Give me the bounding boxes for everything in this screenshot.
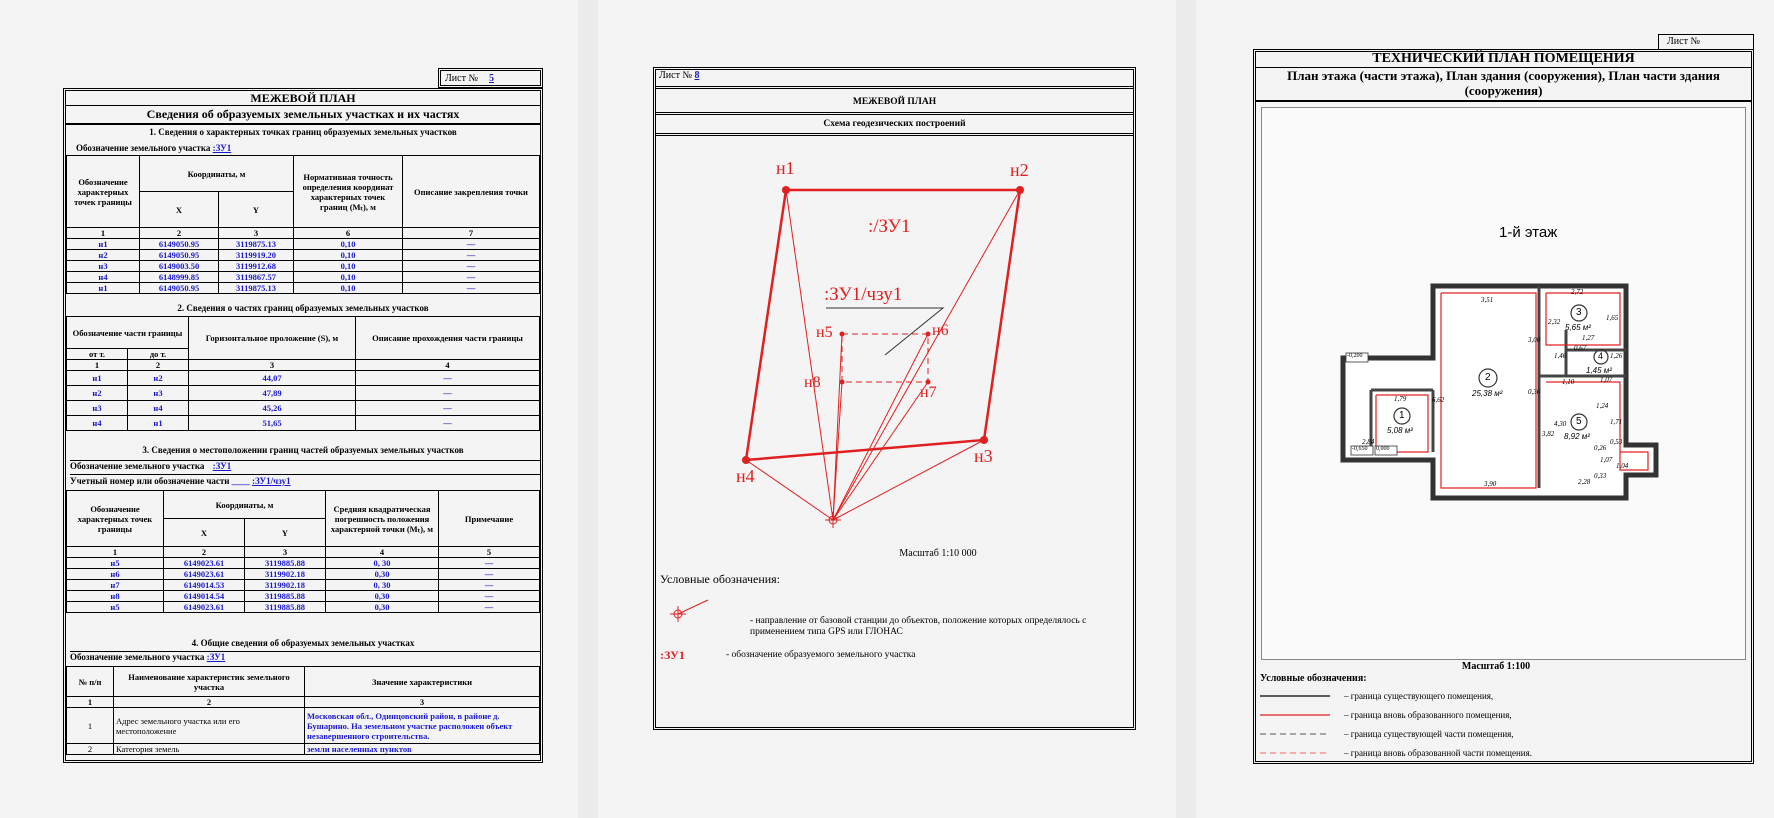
cell: 0,30 — [326, 602, 439, 613]
sheet-label: Лист № — [659, 70, 692, 81]
vertex-label-n8: н8 — [804, 374, 821, 391]
direction-rays — [746, 190, 1020, 520]
dim-label: 2,32 — [1548, 318, 1561, 326]
legend-parcel-symbol: :ЗУ1 — [660, 648, 685, 662]
s3-col-point: Обозначение характерных точек границы — [67, 491, 164, 547]
dim-label: 1,71 — [1610, 418, 1623, 426]
address-value: Московская обл., Одинцовский район, в районе д. Бушарино. На земельном участке расположен объект незавершенного строительства. — [305, 708, 540, 744]
s3-nums-row — [67, 547, 540, 558]
s2-col-to: до т. — [128, 349, 189, 360]
num-cell: 2 — [114, 697, 305, 708]
section2-heading: 2. Сведения о частях границ образуемых земельных участков — [177, 303, 429, 313]
dim-label: 1,79 — [1394, 395, 1407, 403]
vertex-label-n6: н6 — [932, 322, 949, 339]
cell: н4 — [128, 401, 189, 416]
section1-heading: 1. Сведения о характерных точках границ образуемых земельных участков — [149, 127, 457, 137]
dim-label: 0,67 — [1574, 344, 1587, 352]
table-row — [67, 602, 540, 613]
table-row — [67, 558, 540, 569]
s4-col-no: № п/п — [67, 667, 114, 697]
vertex-label-n5: н5 — [816, 324, 833, 341]
s2-col-from: от т. — [67, 349, 128, 360]
part-label: :ЗУ1/чзу1 — [824, 284, 903, 305]
legend-title: Условные обозначения: — [1260, 673, 1367, 684]
cell: 3119875.13 — [219, 239, 294, 250]
dim-label: 2,28 — [1578, 478, 1591, 486]
num-cell: 3 — [245, 547, 326, 558]
num-cell: 1 — [67, 697, 114, 708]
room-2-area: 25,38 м² — [1472, 389, 1503, 398]
dim-label: 0,26 — [1594, 444, 1607, 452]
num-cell: 2 — [164, 547, 245, 558]
cell: 0,10 — [294, 261, 403, 272]
num-cell: 1 — [67, 228, 140, 239]
room-4-area: 1,45 м² — [1586, 366, 1612, 375]
s3-col-note: Примечание — [439, 491, 540, 547]
dim-label: 3,51 — [1481, 296, 1494, 304]
scale-label: Масштаб 1:10 000 — [899, 548, 977, 559]
section3-heading: 3. Сведения о местоположении границ частей образуемых земельных участков — [142, 445, 464, 455]
s3-part-points-table — [66, 490, 540, 613]
legend-text-new: – граница вновь образованного помещения, — [1344, 710, 1512, 720]
s2-col-desc: Описание прохождения части границы — [356, 317, 540, 360]
s1-parcel-row — [76, 143, 231, 153]
cell: 47,89 — [189, 386, 356, 401]
num-cell: 2 — [140, 228, 219, 239]
dim-label: 1,65 — [1606, 314, 1619, 322]
cell: н5 — [67, 558, 164, 569]
table-row — [67, 580, 540, 591]
table-row — [67, 371, 540, 386]
legend-text-existing: – граница существующего помещения, — [1344, 691, 1494, 701]
dim-label: 0,53 — [1610, 438, 1623, 446]
cell: 6149023.61 — [164, 558, 245, 569]
room-3-area: 5,65 м² — [1565, 323, 1591, 332]
level-label: -0,650 — [1352, 446, 1368, 452]
s1-col-x: X — [140, 192, 219, 228]
s1-col-y: Y — [219, 192, 294, 228]
dim-label: 1,46 — [1554, 352, 1567, 360]
page-mezhevoy-plan-sheet-5 — [0, 0, 578, 818]
dim-label: 3,00 — [1528, 336, 1541, 344]
cell: н2 — [67, 386, 128, 401]
num-cell: 2 — [128, 360, 189, 371]
s4-parcel-label: Обозначение земельного участка — [70, 652, 205, 662]
s3-part-blank: ____ — [231, 476, 250, 486]
s1-col-point: Обозначение характерных точек границы — [67, 156, 140, 228]
s3-part-row — [70, 476, 291, 486]
legend-text-new-part: – граница вновь образованной части помещения. — [1344, 748, 1532, 758]
legend-direction-text: - направление от базовой станции до объектов, положение которых определялось с применением типа GPS или ГЛОНАС — [750, 616, 1087, 637]
s1-nums-row — [67, 228, 540, 239]
dim-label: 1,07 — [1600, 456, 1613, 464]
table-row — [67, 591, 540, 602]
cell: н1 — [128, 416, 189, 431]
geodetic-scheme-drawing — [598, 0, 1176, 818]
sheet-label: Лист № — [445, 73, 478, 84]
vertex-label-n2: н2 — [1010, 160, 1029, 180]
cell: 0,30 — [326, 591, 439, 602]
s4-nums-row — [67, 697, 540, 708]
land-category-value: земли населенных пунктов — [305, 744, 540, 755]
cell: — — [439, 569, 540, 580]
s4-parcel-link[interactable]: :ЗУ1 — [206, 652, 226, 662]
table-row — [67, 250, 540, 261]
cell: 6149014.53 — [164, 580, 245, 591]
cell: 0,10 — [294, 272, 403, 283]
num-cell: 3 — [189, 360, 356, 371]
dim-label: 6,62 — [1432, 396, 1445, 404]
s4-col-val: Значение характеристики — [305, 667, 540, 697]
page-title: МЕЖЕВОЙ ПЛАН — [66, 91, 540, 106]
page-technical-plan — [1196, 0, 1774, 818]
room-4-number: 4 — [1598, 351, 1604, 361]
room-1-number: 1 — [1399, 410, 1405, 421]
parcel-label: :/ЗУ1 — [868, 216, 911, 237]
table-row — [67, 708, 540, 744]
table-row — [67, 416, 540, 431]
cell: Категория земель — [114, 744, 305, 755]
room-5-area: 8,92 м² — [1564, 432, 1590, 441]
room-5-number: 5 — [1576, 416, 1582, 427]
cell: — — [356, 371, 540, 386]
cell: — — [356, 416, 540, 431]
table-row — [67, 239, 540, 250]
cell: н7 — [67, 580, 164, 591]
room-1-area: 5,08 м² — [1387, 426, 1413, 435]
cell: н3 — [67, 261, 140, 272]
s3-parcel-link[interactable]: :ЗУ1 — [212, 461, 232, 471]
legend-direction-icon — [670, 600, 708, 622]
sheet-number-box — [438, 68, 543, 88]
num-cell: 1 — [67, 547, 164, 558]
s1-points-table — [66, 155, 540, 294]
dim-label: 1,10 — [1562, 378, 1575, 386]
cell: 45,26 — [189, 401, 356, 416]
dim-label: 1,26 — [1610, 352, 1623, 360]
room-2-number: 2 — [1485, 372, 1491, 383]
table-row — [67, 283, 540, 294]
cell: — — [439, 602, 540, 613]
page-geodetic-scheme-sheet-8 — [598, 0, 1176, 818]
cell: н3 — [128, 386, 189, 401]
cell: 3119912.68 — [219, 261, 294, 272]
cell: 0, 30 — [326, 558, 439, 569]
s2-parts-table — [66, 316, 540, 431]
cell: Адрес земельного участка или его местоположение — [114, 708, 305, 744]
num-cell: 4 — [326, 547, 439, 558]
cell: н5 — [67, 602, 164, 613]
table-row — [67, 261, 540, 272]
sheet-number[interactable]: 8 — [694, 70, 700, 81]
cell: — — [403, 272, 540, 283]
table-row — [67, 401, 540, 416]
sheet-number[interactable]: 5 — [489, 73, 494, 84]
legend-parcel-text: - обозначение образуемого земельного участка — [726, 650, 916, 660]
legend-title: Условные обозначения: — [660, 572, 781, 586]
cell: н1 — [67, 371, 128, 386]
s3-parcel-row — [70, 460, 540, 475]
vertex-label-n4: н4 — [736, 466, 755, 486]
cell: — — [403, 283, 540, 294]
cell: 51,65 — [189, 416, 356, 431]
page-subtitle: Сведения об образуемых земельных участках и их частях — [66, 107, 540, 125]
s4-general-table — [66, 666, 540, 755]
cell: 3119885.88 — [245, 602, 326, 613]
num-cell: 3 — [219, 228, 294, 239]
dim-label: 3,82 — [1542, 430, 1555, 438]
cell: 3119919.20 — [219, 250, 294, 261]
s1-parcel-label: Обозначение земельного участка — [76, 143, 211, 153]
cell: — — [403, 261, 540, 272]
cell: н4 — [67, 272, 140, 283]
dim-label: 1,27 — [1582, 334, 1595, 342]
cell: 44,07 — [189, 371, 356, 386]
sheet-label: Лист № — [1667, 36, 1700, 47]
level-label: -0,200 — [1347, 353, 1363, 359]
cell: — — [356, 401, 540, 416]
page-subtitle: Схема геодезических построений — [656, 116, 1133, 136]
table-row — [67, 272, 540, 283]
s1-parcel-link[interactable]: :ЗУ1 — [212, 143, 232, 153]
page-subtitle: План этажа (части этажа), План здания (сооружения), План части здания (сооружения) — [1287, 68, 1720, 98]
cell: — — [356, 386, 540, 401]
dim-label: 3,90 — [1484, 480, 1497, 488]
table-row — [67, 386, 540, 401]
cell: 6149014.54 — [164, 591, 245, 602]
dim-label: 4,30 — [1554, 420, 1567, 428]
cell: 6149023.61 — [164, 569, 245, 580]
dim-label: 0,33 — [1594, 472, 1607, 480]
cell: 3119867.57 — [219, 272, 294, 283]
num-cell: 1 — [67, 360, 128, 371]
cell: 6148999.85 — [140, 272, 219, 283]
room-3-number: 3 — [1576, 307, 1582, 318]
s3-part-link[interactable]: :ЗУ1/чзу1 — [252, 476, 291, 486]
num-cell: 4 — [356, 360, 540, 371]
s4-parcel-row — [70, 651, 540, 665]
cell: 3119885.88 — [245, 558, 326, 569]
num-cell: 5 — [439, 547, 540, 558]
cell: 3119902.18 — [245, 569, 326, 580]
cell: н4 — [67, 416, 128, 431]
cell: 0,30 — [326, 569, 439, 580]
vertex-label-n1: н1 — [776, 158, 795, 178]
cell: 3119875.13 — [219, 283, 294, 294]
num-cell: 7 — [403, 228, 540, 239]
cell: 3119902.18 — [245, 580, 326, 591]
cell: н1 — [67, 283, 140, 294]
table-row — [67, 569, 540, 580]
cell: н1 — [67, 239, 140, 250]
cell: 0,10 — [294, 239, 403, 250]
cell: н8 — [67, 591, 164, 602]
s3-col-err: Средняя квадратическая погрешность положения характерной точки (Mₜ), м — [326, 491, 439, 547]
cell: 6149003.50 — [140, 261, 219, 272]
dim-label: 2,72 — [1571, 288, 1584, 296]
s3-col-x: X — [164, 519, 245, 547]
s1-col-desc: Описание закрепления точки — [403, 156, 540, 228]
cell: н2 — [128, 371, 189, 386]
dim-label: 1,04 — [1616, 462, 1629, 470]
page-title: ТЕХНИЧЕСКИЙ ПЛАН ПОМЕЩЕНИЯ — [1256, 51, 1751, 68]
dim-label: 0,36 — [1528, 388, 1541, 396]
cell: — — [439, 580, 540, 591]
cell: н6 — [67, 569, 164, 580]
cell: 6149050.95 — [140, 283, 219, 294]
s3-part-label: Учетный номер или обозначение части — [70, 476, 230, 486]
cell: 0,10 — [294, 283, 403, 294]
num-cell: 3 — [305, 697, 540, 708]
vertex-label-n3: н3 — [974, 446, 993, 466]
dim-label: 1,24 — [1596, 402, 1609, 410]
dim-label: 1,07 — [1600, 376, 1613, 384]
cell: 1 — [67, 708, 114, 744]
s2-col-part: Обозначение части границы — [67, 317, 189, 349]
page-title: МЕЖЕВОЙ ПЛАН — [656, 92, 1133, 115]
dim-label: 2,84 — [1362, 438, 1375, 446]
cell: 6149050.95 — [140, 239, 219, 250]
s1-col-accuracy: Нормативная точность определения координат характерных точек границ (Mₜ), м — [294, 156, 403, 228]
s2-nums-row — [67, 360, 540, 371]
s4-col-name: Наименование характеристик земельного участка — [114, 667, 305, 697]
cell: — — [439, 591, 540, 602]
cell: — — [403, 239, 540, 250]
scale-label: Масштаб 1:100 — [1461, 661, 1531, 672]
table-row — [67, 744, 540, 755]
cell: н2 — [67, 250, 140, 261]
cell: — — [439, 558, 540, 569]
cell: 3119885.88 — [245, 591, 326, 602]
level-label: 0,000 — [1376, 446, 1390, 452]
cell: н3 — [67, 401, 128, 416]
legend-text-existing-part: – граница существующей части помещения, — [1344, 729, 1514, 739]
num-cell: 6 — [294, 228, 403, 239]
cell: 0, 30 — [326, 580, 439, 591]
cell: 6149050.95 — [140, 250, 219, 261]
vertex-label-n7: н7 — [920, 384, 937, 401]
cell: — — [403, 250, 540, 261]
s3-parcel-label: Обозначение земельного участка — [70, 461, 205, 471]
s3-col-y: Y — [245, 519, 326, 547]
s2-col-len: Горизонтальное проложение (S), м — [189, 317, 356, 360]
part-label-leader — [826, 308, 943, 355]
section4-heading: 4. Общие сведения об образуемых земельных участках — [191, 638, 415, 648]
s1-col-coords: Координаты, м — [140, 156, 294, 192]
cell: 6149023.61 — [164, 602, 245, 613]
s3-col-coords: Координаты, м — [164, 491, 326, 519]
floor-label: 1-й этаж — [1499, 224, 1558, 241]
cell: 2 — [67, 744, 114, 755]
cell: 0,10 — [294, 250, 403, 261]
